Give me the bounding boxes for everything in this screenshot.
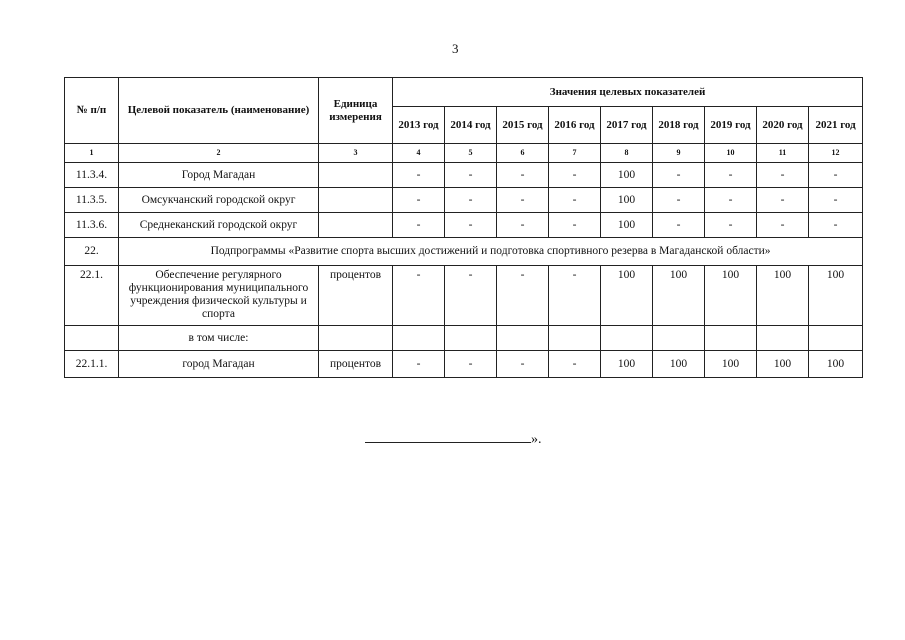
- row-value: -: [393, 163, 445, 188]
- row-value: -: [497, 188, 549, 213]
- row-indicator: Омсукчанский городской округ: [119, 188, 319, 213]
- row-value: -: [705, 163, 757, 188]
- column-index: 8: [601, 144, 653, 163]
- row-value: -: [393, 188, 445, 213]
- row-unit: процентов: [319, 351, 393, 378]
- row-unit: [319, 326, 393, 351]
- table-row: [65, 213, 863, 238]
- header-year: 2017 год: [601, 107, 653, 144]
- closing-mark: [365, 431, 542, 448]
- header-year: 2016 год: [549, 107, 601, 144]
- page-number: 3: [452, 41, 459, 56]
- row-value: -: [653, 163, 705, 188]
- row-value: [705, 326, 757, 351]
- table-row: [65, 163, 863, 188]
- row-num: 11.3.5.: [65, 188, 119, 213]
- row-value: 100: [809, 266, 863, 326]
- row-value: 100: [601, 188, 653, 213]
- header-unit: Единица измерения: [319, 78, 393, 144]
- row-value: -: [549, 163, 601, 188]
- header-year: 2019 год: [705, 107, 757, 144]
- row-unit: [319, 213, 393, 238]
- row-value: -: [549, 188, 601, 213]
- row-value: -: [445, 163, 497, 188]
- closing-quote: ».: [531, 432, 542, 447]
- row-value: -: [757, 213, 809, 238]
- column-index: 5: [445, 144, 497, 163]
- header-year: 2013 год: [393, 107, 445, 144]
- row-indicator: город Магадан: [119, 351, 319, 378]
- row-value: [757, 326, 809, 351]
- column-index: 6: [497, 144, 549, 163]
- column-index: 2: [119, 144, 319, 163]
- row-value: [393, 326, 445, 351]
- row-value: -: [549, 213, 601, 238]
- row-value: -: [809, 188, 863, 213]
- row-value: [653, 326, 705, 351]
- row-value: -: [497, 351, 549, 378]
- row-unit: процентов: [319, 266, 393, 326]
- row-value: -: [653, 188, 705, 213]
- row-num: 11.3.4.: [65, 163, 119, 188]
- table-row: [65, 188, 863, 213]
- header-indicator: Целевой показатель (наименование): [119, 78, 319, 144]
- target-indicators-table: [64, 77, 863, 378]
- column-index: 7: [549, 144, 601, 163]
- row-value: -: [705, 188, 757, 213]
- including-label: в том числе:: [119, 326, 319, 351]
- column-index: 12: [809, 144, 863, 163]
- column-index: 9: [653, 144, 705, 163]
- section-row: [65, 238, 863, 266]
- row-value: -: [445, 266, 497, 326]
- section-title: Подпрограммы «Развитие спорта высших достижений и подготовка спортивного резерва в Магаданской области»: [119, 238, 863, 266]
- row-value: 100: [601, 213, 653, 238]
- row-value: -: [809, 163, 863, 188]
- row-value: -: [549, 266, 601, 326]
- row-value: -: [445, 351, 497, 378]
- row-unit: [319, 163, 393, 188]
- column-index: 3: [319, 144, 393, 163]
- row-value: 100: [705, 351, 757, 378]
- row-value: 100: [705, 266, 757, 326]
- row-num: 22.1.: [65, 266, 119, 326]
- row-num: [65, 326, 119, 351]
- header-year: 2020 год: [757, 107, 809, 144]
- row-indicator: Среднеканский городской округ: [119, 213, 319, 238]
- row-value: -: [497, 213, 549, 238]
- row-value: [445, 326, 497, 351]
- header-year: 2015 год: [497, 107, 549, 144]
- row-value: 100: [601, 163, 653, 188]
- row-value: 100: [601, 266, 653, 326]
- signature-line: [365, 431, 531, 443]
- row-value: 100: [809, 351, 863, 378]
- row-value: [497, 326, 549, 351]
- row-indicator: Город Магадан: [119, 163, 319, 188]
- column-index: 10: [705, 144, 757, 163]
- table-row: [65, 266, 863, 326]
- row-value: -: [549, 351, 601, 378]
- row-value: 100: [757, 266, 809, 326]
- row-value: -: [757, 163, 809, 188]
- row-num: 11.3.6.: [65, 213, 119, 238]
- header-year: 2014 год: [445, 107, 497, 144]
- row-value: [809, 326, 863, 351]
- row-value: [601, 326, 653, 351]
- header-num: № п/п: [65, 78, 119, 144]
- row-value: -: [705, 213, 757, 238]
- row-value: -: [653, 213, 705, 238]
- header-values-group: Значения целевых показателей: [393, 78, 863, 107]
- row-num: 22.1.1.: [65, 351, 119, 378]
- row-value: -: [393, 213, 445, 238]
- row-value: [549, 326, 601, 351]
- row-value: -: [497, 163, 549, 188]
- row-value: 100: [757, 351, 809, 378]
- section-num: 22.: [65, 238, 119, 266]
- row-value: 100: [653, 266, 705, 326]
- row-value: -: [393, 266, 445, 326]
- column-index: 4: [393, 144, 445, 163]
- row-value: -: [497, 266, 549, 326]
- row-value: 100: [601, 351, 653, 378]
- table-row: [65, 351, 863, 378]
- header-year: 2018 год: [653, 107, 705, 144]
- header-year: 2021 год: [809, 107, 863, 144]
- row-value: -: [393, 351, 445, 378]
- row-value: -: [445, 188, 497, 213]
- row-value: 100: [653, 351, 705, 378]
- row-value: -: [445, 213, 497, 238]
- row-value: -: [809, 213, 863, 238]
- table-row: [65, 326, 863, 351]
- row-indicator: Обеспечение регулярного функционирования муниципального учреждения физической культуры и спорта: [119, 266, 319, 326]
- column-index-row: [65, 144, 863, 163]
- column-index: 11: [757, 144, 809, 163]
- row-unit: [319, 188, 393, 213]
- column-index: 1: [65, 144, 119, 163]
- row-value: -: [757, 188, 809, 213]
